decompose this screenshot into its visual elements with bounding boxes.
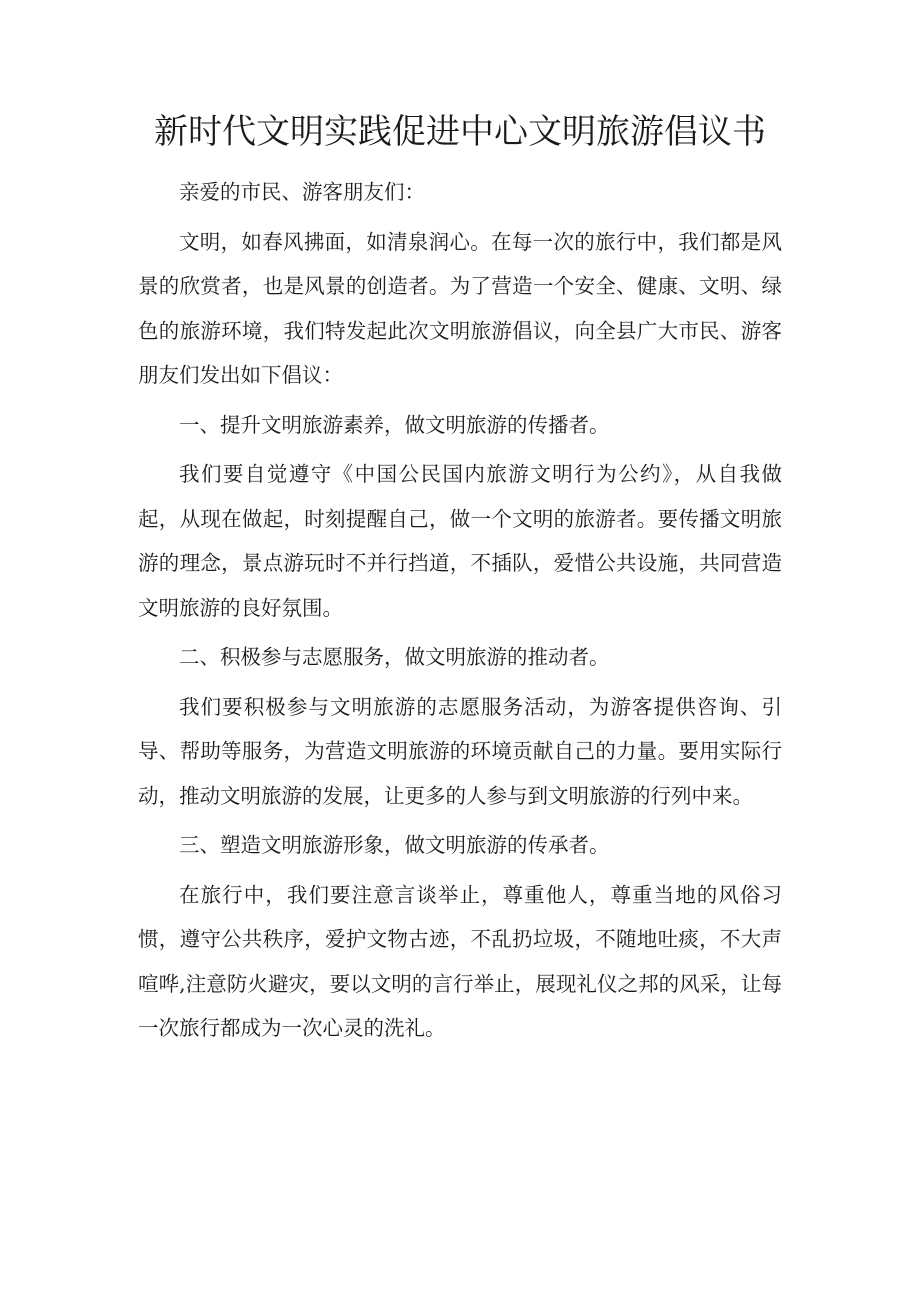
section-body-1: 我们要自觉遵守《中国公民国内旅游文明行为公约》，从自我做起，从现在做起，时刻提醒自己，做一个文明的旅游者。要传播文明旅游的理念，景点游玩时不并行挡道，不插队，爱惜公共设施，共同营造文明旅游的良好氛围。 [138, 462, 782, 620]
section-body-3: 在旅行中，我们要注意言谈举止，尊重他人，尊重当地的风俗习惯，遵守公共秩序，爱护文物古迹，不乱扔垃圾，不随地吐痰，不大声喧哗,注意防火避灾，要以文明的言行举止，展现礼仪之邦的风采，让每一次旅行都成为一次心灵的洗礼。 [138, 882, 782, 1040]
document-page [138, 0, 782, 1056]
greeting-paragraph: 亲爱的市民、游客朋友们： [179, 180, 425, 204]
section-heading-3: 三、塑造文明旅游形象，做文明旅游的传承者。 [179, 833, 610, 857]
section-heading-2: 二、积极参与志愿服务，做文明旅游的推动者。 [179, 645, 610, 669]
document-title: 新时代文明实践促进中心文明旅游倡议书 [154, 112, 766, 152]
section-body-2: 我们要积极参与文明旅游的志愿服务活动，为游客提供咨询、引导、帮助等服务，为营造文明旅游的环境贡献自己的力量。要用实际行动，推动文明旅游的发展，让更多的人参与到文明旅游的行列中来。 [138, 694, 782, 808]
section-heading-1: 一、提升文明旅游素养，做文明旅游的传播者。 [179, 412, 610, 437]
document-body [138, 170, 782, 1051]
intro-paragraph: 文明，如春风拂面，如清泉润心。在每一次的旅行中，我们都是风景的欣赏者，也是风景的创造者。为了营造一个安全、健康、文明、绿色的旅游环境，我们特发起此次文明旅游倡议，向全县广大市民、游客朋友们发出如下倡议： [138, 229, 782, 387]
